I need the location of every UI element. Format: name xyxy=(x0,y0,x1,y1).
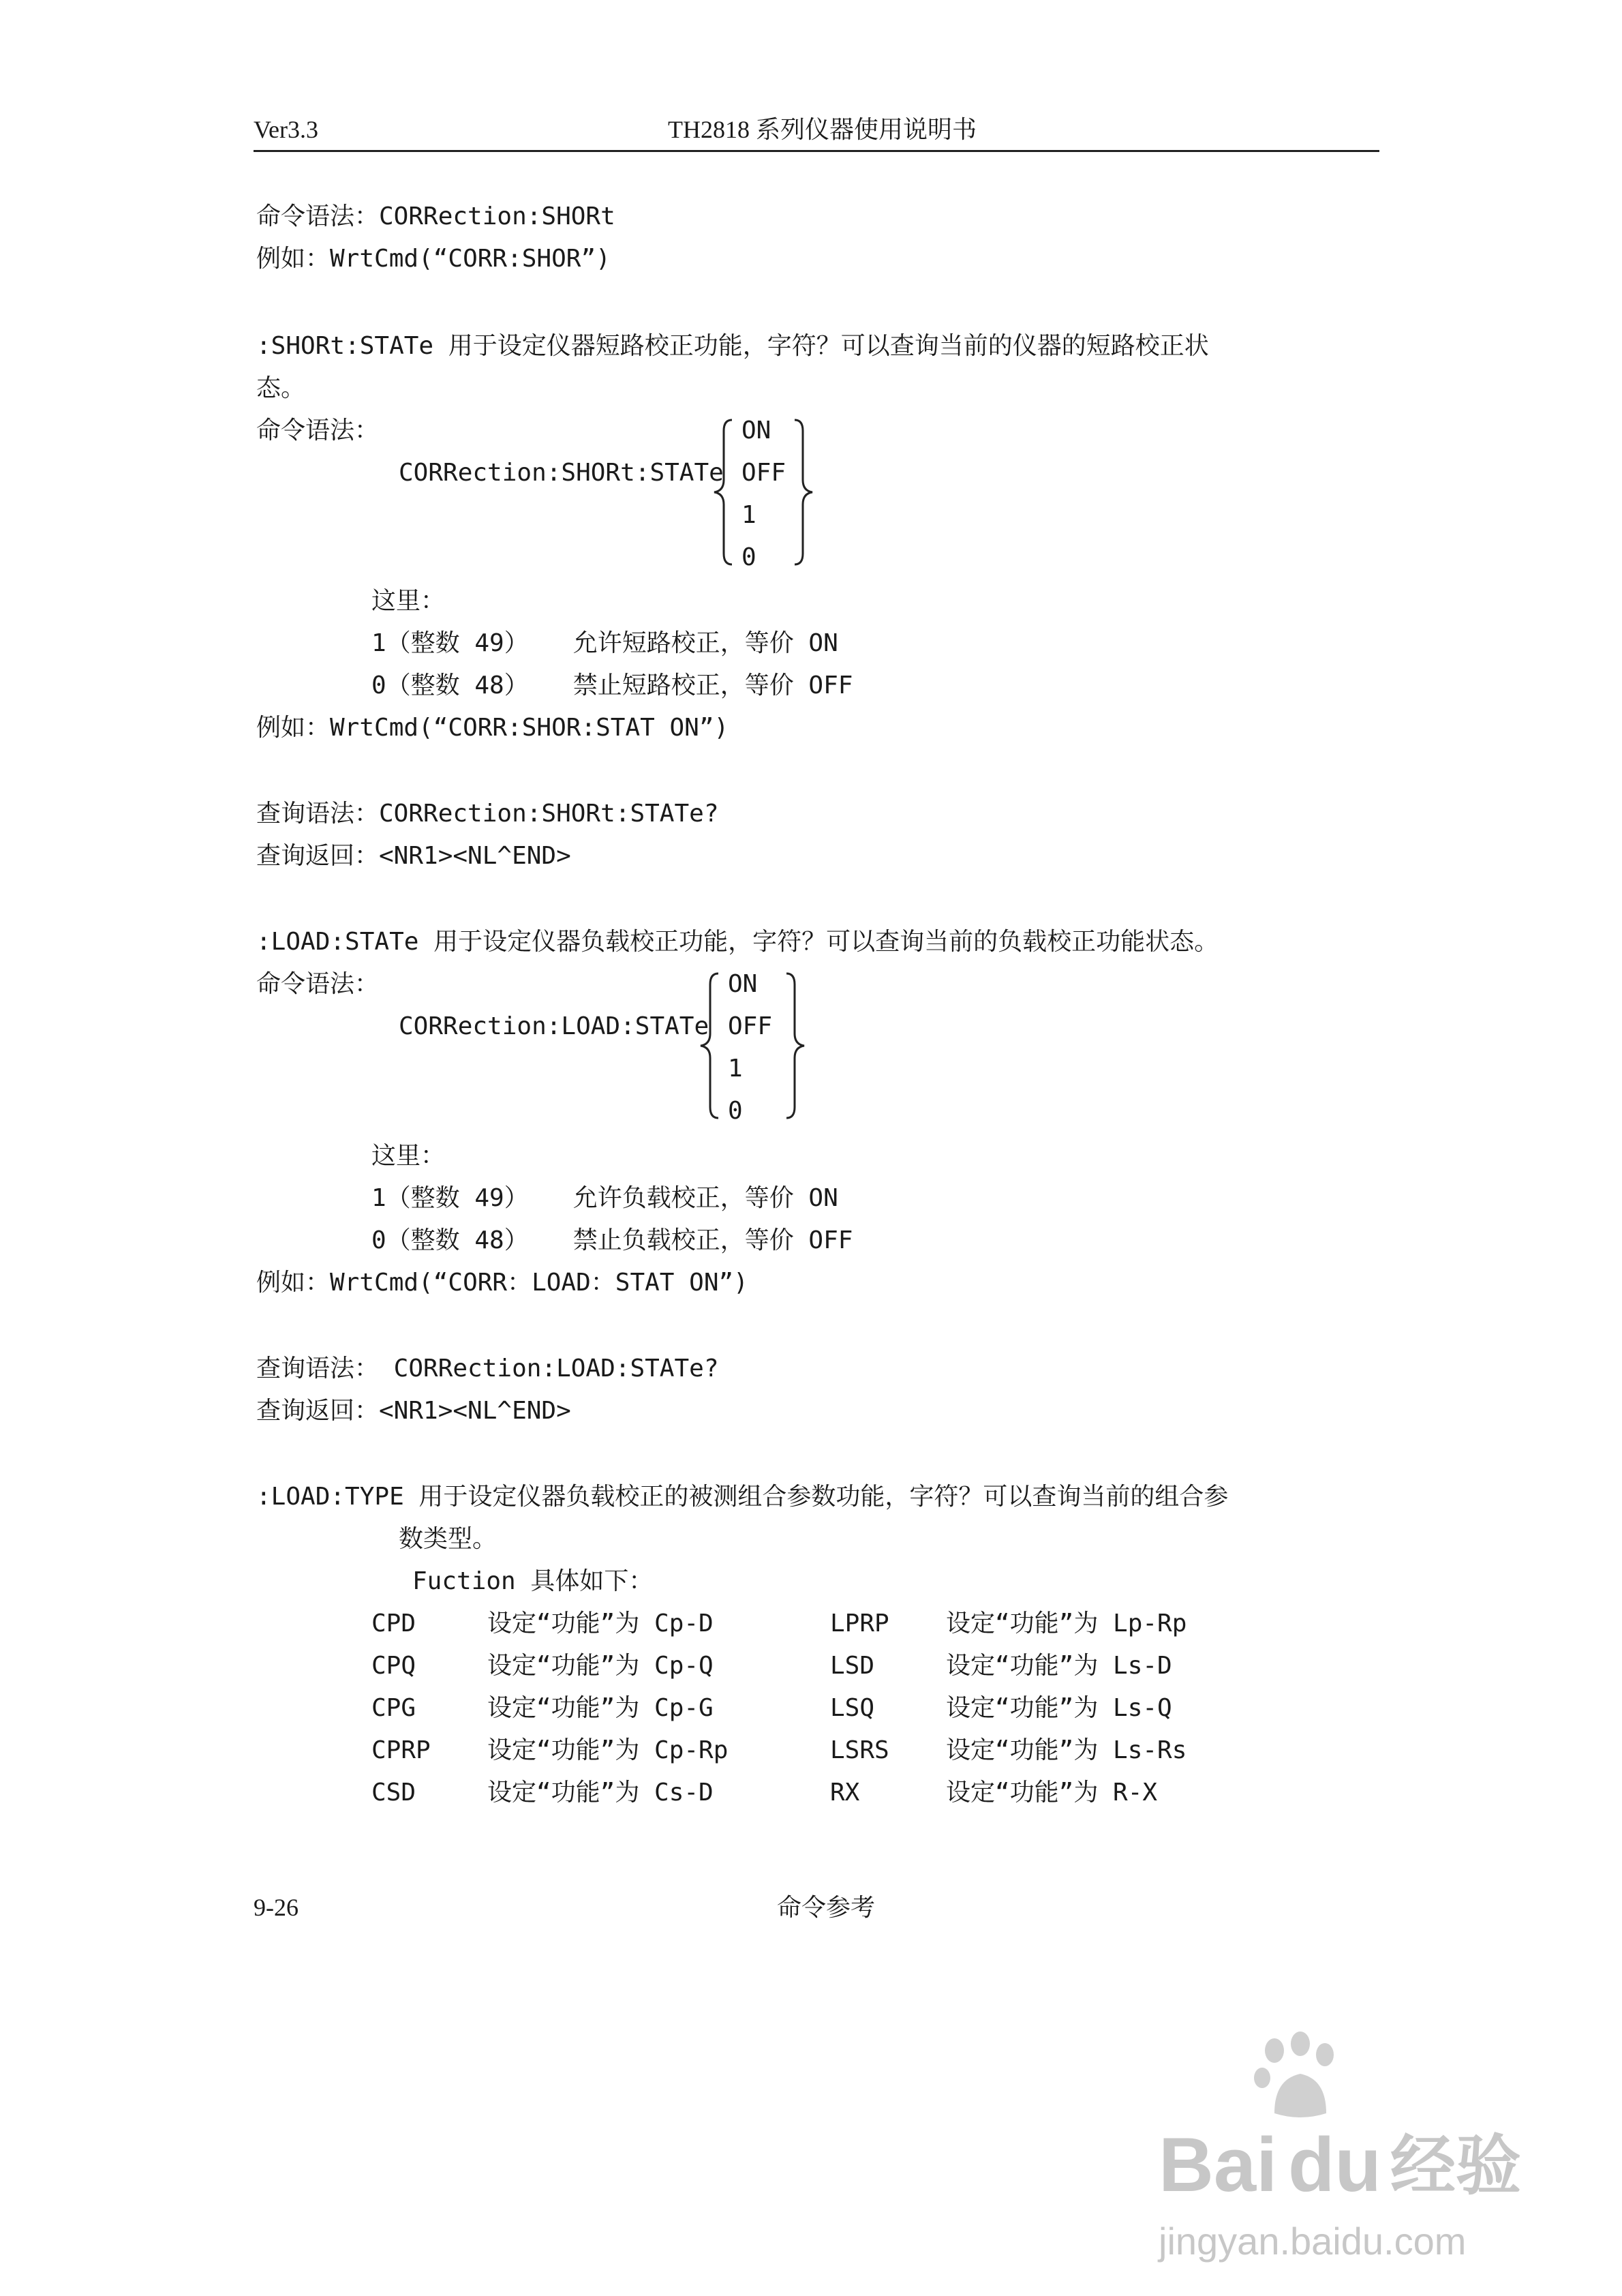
function-desc: 设定“功能”为 Ls-D xyxy=(946,1652,1172,1680)
short-state-where-1: 1（整数 49） 允许短路校正，等价 ON xyxy=(371,629,838,657)
watermark-brand: Bai xyxy=(1159,2122,1278,2207)
short-state-option-on: ON xyxy=(741,417,771,444)
function-desc: 设定“功能”为 R-X xyxy=(946,1779,1158,1807)
header-rule xyxy=(254,150,1379,152)
watermark-brand-du: du xyxy=(1288,2122,1381,2207)
short-state-right-brace xyxy=(791,417,818,567)
load-state-option-off: OFF xyxy=(728,1012,773,1040)
load-state-option-1: 1 xyxy=(728,1055,743,1083)
function-desc: 设定“功能”为 Cs-D xyxy=(487,1779,714,1807)
function-desc: 设定“功能”为 Cp-D xyxy=(487,1610,714,1637)
function-code: CPQ xyxy=(371,1652,416,1680)
header-version: Ver3.3 xyxy=(254,116,318,143)
load-state-left-brace xyxy=(695,971,722,1121)
function-desc: 设定“功能”为 Cp-G xyxy=(487,1694,714,1722)
load-state-example: 例如：WrtCmd(“CORR：LOAD：STAT ON”) xyxy=(256,1269,748,1297)
function-desc: 设定“功能”为 Ls-Q xyxy=(946,1694,1172,1722)
function-desc: 设定“功能”为 Ls-Rs xyxy=(946,1736,1187,1764)
load-state-where-label: 这里： xyxy=(371,1142,446,1170)
fuction-label: Fuction 具体如下： xyxy=(412,1567,654,1595)
short-example: 例如：WrtCmd(“CORR:SHOR”) xyxy=(256,245,611,273)
load-state-option-0: 0 xyxy=(728,1097,743,1125)
load-state-desc-1: :LOAD:STATe 用于设定仪器负载校正功能，字符？可以查询当前的负载校正功能状态。 xyxy=(256,928,1219,956)
short-state-where-label: 这里： xyxy=(371,587,446,615)
function-code: RX xyxy=(830,1779,860,1807)
load-state-option-on: ON xyxy=(728,970,758,998)
load-state-where-0: 0（整数 48） 禁止负载校正，等价 OFF xyxy=(371,1226,853,1254)
watermark-cn: 经验 xyxy=(1390,2130,1521,2203)
function-code: CSD xyxy=(371,1779,416,1807)
short-state-command: CORRection:SHORt:STATe xyxy=(399,459,724,487)
header-title: TH2818 系列仪器使用说明书 xyxy=(668,116,977,143)
short-state-cmd-label: 命令语法： xyxy=(256,417,380,444)
function-code: LSD xyxy=(830,1652,875,1680)
load-type-desc-2: 数类型。 xyxy=(399,1525,498,1553)
short-state-query: 查询语法：CORRection:SHORt:STATe? xyxy=(256,800,719,828)
function-desc: 设定“功能”为 Cp-Rp xyxy=(487,1736,729,1764)
function-desc: 设定“功能”为 Cp-Q xyxy=(487,1652,714,1680)
footer-page-number: 9-26 xyxy=(254,1894,299,1921)
short-state-example: 例如：WrtCmd(“CORR:SHOR:STAT ON”) xyxy=(256,714,729,742)
function-code: CPD xyxy=(371,1610,416,1637)
load-state-where-1: 1（整数 49） 允许负载校正，等价 ON xyxy=(371,1184,838,1212)
short-state-option-off: OFF xyxy=(741,459,786,487)
short-state-left-brace xyxy=(709,417,736,567)
function-code: LSRS xyxy=(830,1736,889,1764)
function-code: LPRP xyxy=(830,1610,889,1637)
function-code: CPRP xyxy=(371,1736,431,1764)
short-cmd-syntax: 命令语法：CORRection:SHORt xyxy=(256,202,615,230)
function-desc: 设定“功能”为 Lp-Rp xyxy=(946,1610,1187,1637)
paw-icon xyxy=(1247,2031,1349,2127)
load-type-desc-1: :LOAD:TYPE 用于设定仪器负载校正的被测组合参数功能，字符？可以查询当前的组合参 xyxy=(256,1483,1229,1511)
function-code: LSQ xyxy=(830,1694,875,1722)
function-code: CPG xyxy=(371,1694,416,1722)
watermark-url: jingyan.baidu.com xyxy=(1159,2220,1467,2263)
load-state-query-return: 查询返回：<NR1><NL^END> xyxy=(256,1397,571,1425)
load-state-cmd-label: 命令语法： xyxy=(256,970,380,998)
short-state-query-return: 查询返回：<NR1><NL^END> xyxy=(256,842,571,870)
load-state-right-brace xyxy=(782,971,810,1121)
load-state-command: CORRection:LOAD:STATe xyxy=(399,1012,709,1040)
short-state-option-0: 0 xyxy=(741,543,756,571)
footer-section: 命令参考 xyxy=(777,1894,876,1921)
short-state-where-0: 0（整数 48） 禁止短路校正，等价 OFF xyxy=(371,671,853,699)
short-state-desc-2: 态。 xyxy=(256,374,306,402)
short-state-option-1: 1 xyxy=(741,501,756,529)
short-state-desc-1: :SHORt:STATe 用于设定仪器短路校正功能，字符？可以查询当前的仪器的短路校正状 xyxy=(256,332,1209,360)
load-state-query: 查询语法： CORRection:LOAD:STATe? xyxy=(256,1355,719,1383)
